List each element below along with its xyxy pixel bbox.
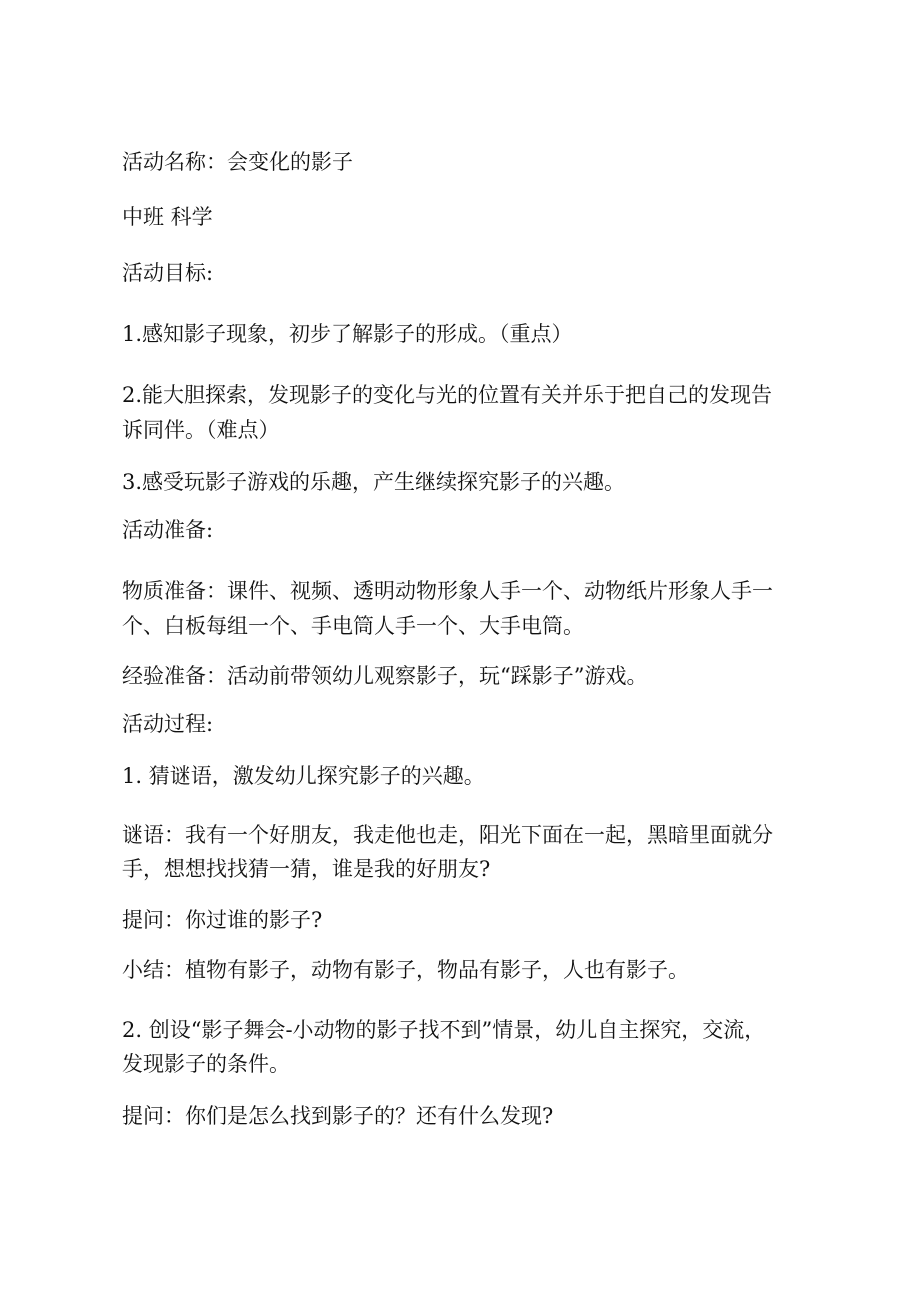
riddle-line-2: 手，想想找找猜一猜，谁是我的好朋友?	[122, 857, 491, 881]
step-1: 1. 猜谜语，激发幼儿探究影子的兴趣。	[122, 764, 485, 788]
activity-title: 活动名称：会变化的影子	[122, 150, 353, 174]
prep-heading: 活动准备:	[122, 518, 214, 542]
riddle-line-1: 谜语：我有一个好朋友，我走他也走，阳光下面在一起，黑暗里面就分	[122, 823, 773, 847]
experience-prep: 经验准备：活动前带领幼儿观察影子，玩“踩影子”游戏。	[122, 664, 648, 688]
step-2-line-1: 2. 创设“影子舞会-小动物的影子找不到”情景，幼儿自主探究，交流，	[122, 1018, 766, 1042]
goal-2-line-2: 诉同伴。（难点）	[122, 418, 280, 442]
goal-2-line-1: 2.能大胆探索，发现影子的变化与光的位置有关并乐于把自己的发现告	[122, 383, 773, 407]
step-2-line-2: 发现影子的条件。	[122, 1052, 290, 1076]
goal-3: 3.感受玩影子游戏的乐趣，产生继续探究影子的兴趣。	[122, 470, 626, 494]
process-heading: 活动过程:	[122, 712, 214, 736]
goal-1: 1.感知影子现象，初步了解影子的形成。（重点）	[122, 322, 573, 346]
question-2: 提问：你们是怎么找到影子的？还有什么发现?	[122, 1104, 554, 1128]
summary-1: 小结：植物有影子，动物有影子，物品有影子，人也有影子。	[122, 958, 689, 982]
goals-heading: 活动目标:	[122, 261, 214, 285]
question-1: 提问：你过谁的影子?	[122, 908, 323, 932]
class-subject: 中班 科学	[122, 205, 213, 229]
material-prep-line-2: 个、白板每组一个、手电筒人手一个、大手电筒。	[122, 614, 584, 638]
material-prep-line-1: 物质准备：课件、视频、透明动物形象人手一个、动物纸片形象人手一	[122, 579, 773, 603]
